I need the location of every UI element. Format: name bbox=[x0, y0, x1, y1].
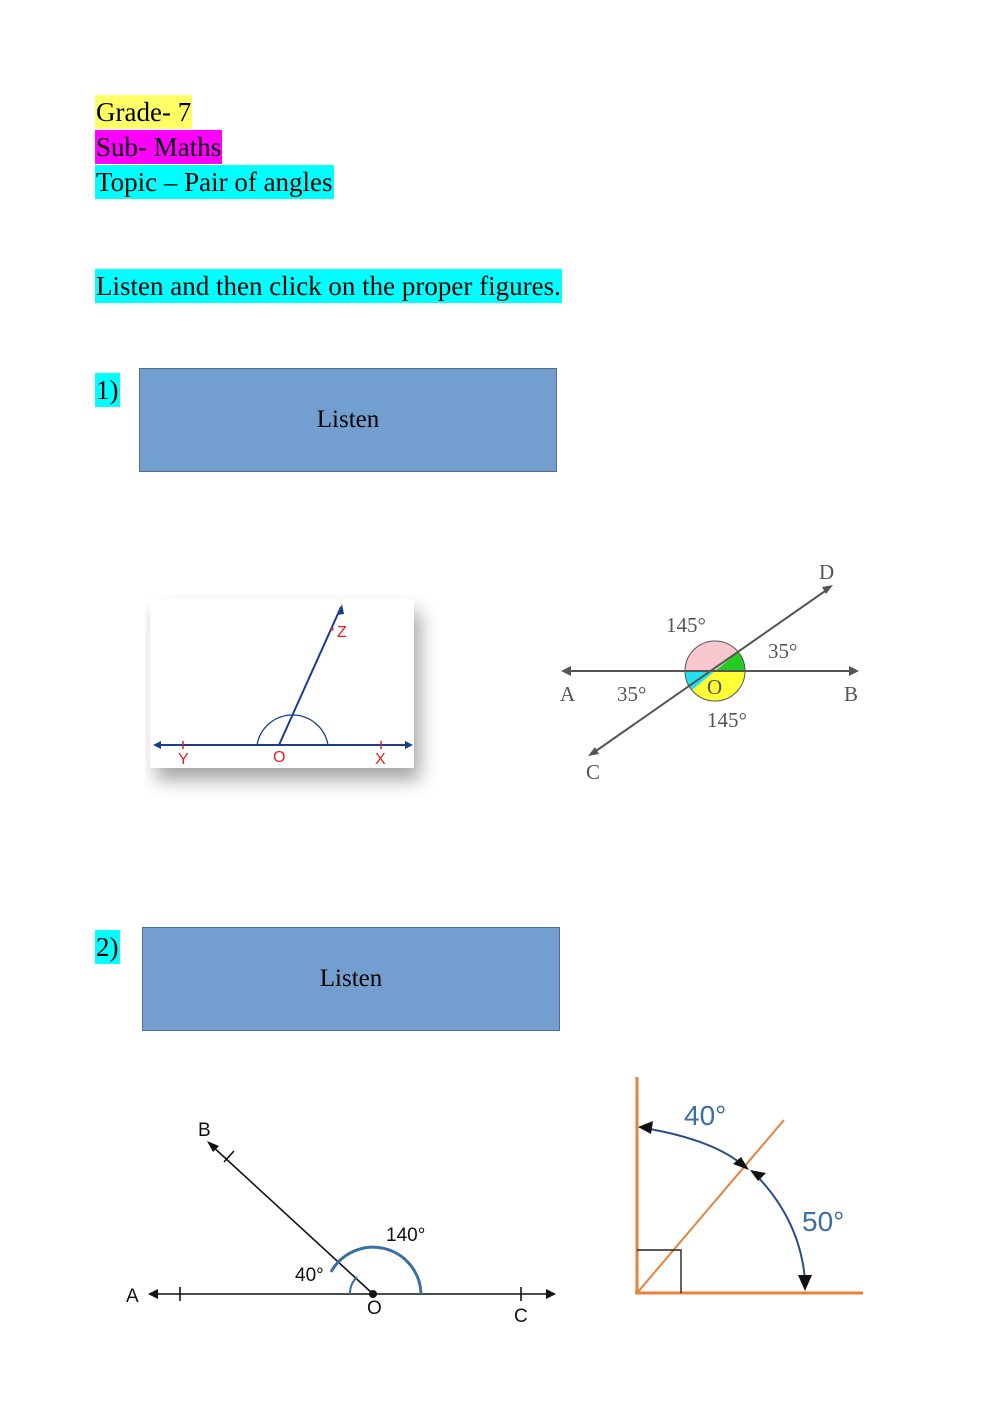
label-a: A bbox=[560, 682, 576, 706]
label-o: O bbox=[273, 749, 286, 766]
figure-card bbox=[150, 599, 414, 768]
listen-button-label: Listen bbox=[319, 965, 383, 992]
angle-upper: 40° bbox=[684, 1100, 727, 1131]
label-a: A bbox=[126, 1286, 139, 1307]
angle-top: 145° bbox=[666, 613, 706, 637]
label-o: O bbox=[707, 675, 723, 699]
label-b: B bbox=[198, 1120, 211, 1141]
listen-button-1[interactable] bbox=[139, 368, 557, 472]
label-d: D bbox=[819, 560, 835, 584]
figure-supplementary-angles[interactable] bbox=[118, 1112, 568, 1337]
question-number-2: 2) bbox=[96, 932, 119, 962]
listen-button-2[interactable] bbox=[142, 927, 560, 1031]
figure-linear-pair[interactable] bbox=[145, 593, 455, 808]
grade-label: Grade- 7 bbox=[96, 97, 192, 127]
instruction-text: Listen and then click on the proper figures. bbox=[96, 271, 561, 301]
label-z: Z bbox=[337, 624, 347, 641]
listen-button-label: Listen bbox=[316, 406, 380, 433]
question-number-1: 1) bbox=[96, 375, 119, 405]
label-c: C bbox=[514, 1306, 528, 1327]
angle-left: 35° bbox=[617, 682, 647, 706]
figure-vertical-angles[interactable] bbox=[548, 555, 868, 790]
label-x: X bbox=[375, 751, 386, 768]
topic-label: Topic – Pair of angles bbox=[96, 167, 333, 197]
label-c: C bbox=[586, 760, 601, 784]
label-y: Y bbox=[178, 751, 189, 768]
angle-right: 35° bbox=[768, 639, 798, 663]
angle-bottom: 145° bbox=[707, 708, 747, 732]
figure-complementary-angles[interactable] bbox=[620, 1070, 870, 1305]
angle-small: 40° bbox=[295, 1265, 324, 1286]
subject-label: Sub- Maths bbox=[96, 132, 222, 162]
label-o: O bbox=[367, 1298, 382, 1319]
angle-large: 140° bbox=[386, 1225, 426, 1246]
label-b: B bbox=[844, 682, 859, 706]
angle-lower: 50° bbox=[802, 1206, 845, 1237]
